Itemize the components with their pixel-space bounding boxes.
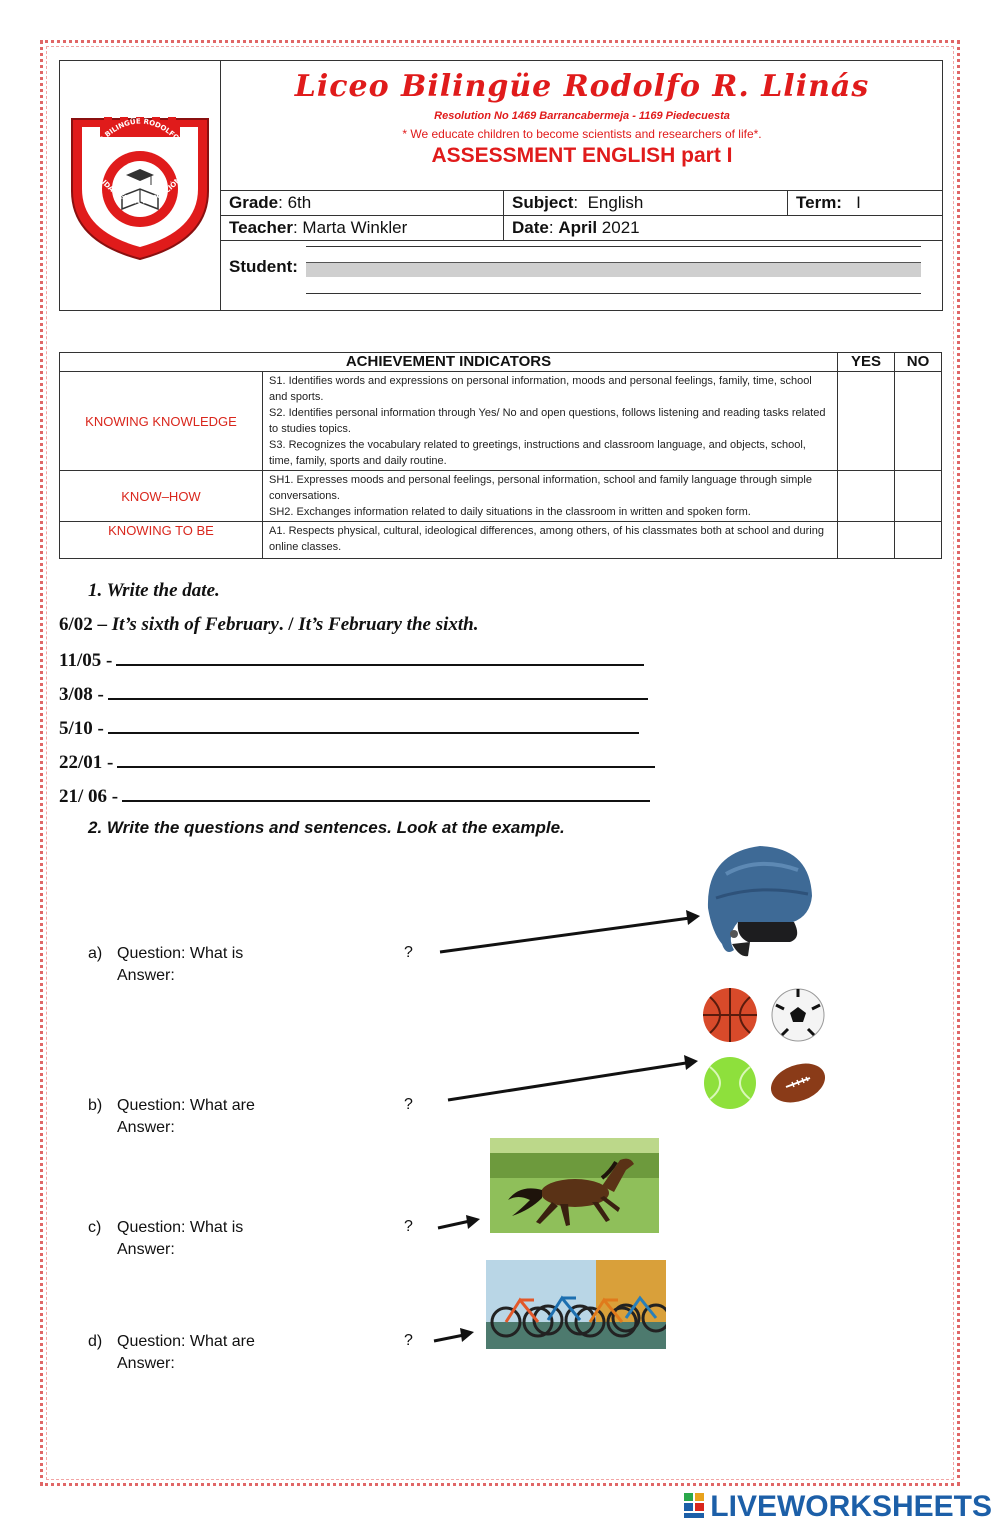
school-name: Liceo Bilingüe Rodolfo R. Llinás — [294, 69, 870, 104]
date-month: April — [558, 218, 598, 237]
date-label: 21/ 06 - — [59, 786, 119, 807]
date-line — [59, 784, 650, 808]
grade-cell: Grade: 6th — [221, 191, 504, 216]
info-row-grade — [221, 190, 943, 216]
yes-checkbox-cell[interactable] — [838, 471, 895, 522]
logo-text-top: LICEO BILINGÜE RODOLFO R. LL — [85, 117, 196, 159]
arrow-icon — [438, 910, 708, 960]
date-answer-input[interactable] — [108, 716, 639, 734]
date-line — [59, 682, 648, 706]
date-year: 2021 — [601, 218, 640, 237]
student-row — [221, 240, 943, 311]
date-label: 3/08 - — [59, 684, 104, 705]
header-box — [59, 60, 943, 311]
school-crest-icon — [60, 61, 220, 310]
date-label: 11/05 - — [59, 650, 113, 671]
indicator-description — [263, 471, 838, 522]
indicator-item: A1. Respects physical, cultural, ideological differences, among others, of his classmates both at school and during online classes. — [269, 525, 824, 553]
brand-text: LIVEWORKSHEETS — [710, 1490, 992, 1523]
indicator-row — [60, 372, 942, 471]
indicator-category: KNOWING KNOWLEDGE — [60, 372, 263, 471]
teacher-cell: Teacher: Marta Winkler — [221, 216, 504, 241]
subject-label: Subject — [512, 193, 574, 212]
indicator-row — [60, 522, 942, 559]
grade-label: Grade — [229, 193, 279, 212]
question-mark: ? — [404, 1218, 413, 1235]
question-mark: ? — [404, 944, 413, 961]
section1-title: 1. Write the date. — [88, 580, 220, 601]
date-answer-input[interactable] — [122, 784, 650, 802]
student-label: Student: — [229, 257, 298, 276]
indicator-row — [60, 471, 942, 522]
indicators-table — [59, 352, 942, 559]
logo-text-bottom: CALIDAD EN LA EDUCACIÓN — [90, 167, 183, 206]
bicycles-image — [486, 1260, 666, 1349]
question-text: Question: What is — [117, 1219, 244, 1236]
subject-value: English — [587, 193, 644, 212]
no-checkbox-cell[interactable] — [895, 372, 942, 471]
question-mark: ? — [404, 1332, 413, 1349]
horse-image — [490, 1138, 659, 1233]
yes-checkbox-cell[interactable] — [838, 372, 895, 471]
yes-checkbox-cell[interactable] — [838, 522, 895, 559]
question-item — [88, 943, 243, 987]
term-label: Term: — [796, 193, 842, 212]
indicators-header-row — [60, 353, 942, 372]
date-answer-input[interactable] — [116, 648, 644, 666]
answer-text: Answer: — [117, 1119, 175, 1136]
title-area — [221, 61, 943, 190]
student-name-input[interactable] — [306, 262, 921, 277]
example-date: 6/02 – — [59, 614, 112, 635]
item-letter: a) — [88, 945, 103, 962]
date-label: 5/10 - — [59, 718, 104, 739]
date-cell: Date: April 2021 — [512, 218, 640, 237]
date-line — [59, 750, 655, 774]
student-label-text: Student — [229, 257, 293, 276]
yes-header: YES — [838, 353, 895, 372]
date-line — [59, 648, 644, 672]
answer-text: Answer: — [117, 967, 175, 984]
arrow-icon — [436, 1215, 486, 1235]
indicator-item: SH2. Exchanges information related to daily situations in the classroom in written and spoken form. — [269, 506, 751, 518]
date-label: 22/01 - — [59, 752, 114, 773]
indicator-item: S3. Recognizes the vocabulary related to greetings, instructions and classroom language, and objects, school, time, family, sports and daily routine. — [269, 439, 806, 467]
no-checkbox-cell[interactable] — [895, 522, 942, 559]
student-line-top — [306, 246, 921, 247]
date-line — [59, 716, 639, 740]
question-item — [88, 1095, 255, 1139]
assessment-title: ASSESSMENT ENGLISH part I — [431, 144, 733, 167]
no-header: NO — [895, 353, 942, 372]
date-answer-input[interactable] — [108, 682, 648, 700]
question-text: Question: What are — [117, 1333, 255, 1350]
info-row-teacher — [221, 215, 943, 241]
arrow-icon — [432, 1328, 482, 1348]
no-checkbox-cell[interactable] — [895, 471, 942, 522]
indicator-category: KNOW–HOW — [60, 471, 263, 522]
logo-cell — [60, 61, 221, 310]
helmet-icon — [698, 838, 818, 963]
liveworksheets-brand — [684, 1490, 992, 1524]
item-letter: c) — [88, 1219, 102, 1236]
indicator-category: KNOWING TO BE — [60, 522, 263, 559]
resolution-text: Resolution No 1469 Barrancabermeja - 1169 Piedecuesta — [434, 110, 730, 122]
item-letter: d) — [88, 1333, 103, 1350]
indicator-item: S2. Identifies personal information through Yes/ No and open questions, follows listening and reading tasks related to studies topics. — [269, 407, 826, 435]
question-item — [88, 1217, 243, 1261]
question-text: Question: What are — [117, 1097, 255, 1114]
indicator-description — [263, 372, 838, 471]
answer-text: Answer: — [117, 1241, 175, 1258]
indicator-description — [263, 522, 838, 559]
term-cell — [788, 191, 943, 216]
liveworksheets-logo-icon — [684, 1493, 706, 1519]
indicator-item: S1. Identifies words and expressions on personal information, moods and personal feelings, family, time, school and sports. — [269, 375, 812, 403]
question-text: Question: What is — [117, 945, 244, 962]
student-line-bottom — [306, 293, 921, 294]
example-answer-2: It’s February the sixth. — [298, 614, 479, 635]
grade-value: 6th — [287, 193, 312, 212]
question-mark: ? — [404, 1096, 413, 1113]
question-item — [88, 1331, 255, 1375]
example-separator: . / — [278, 614, 299, 635]
answer-text: Answer: — [117, 1355, 175, 1372]
teacher-label: Teacher — [229, 218, 293, 237]
section2-title: 2. Write the questions and sentences. Look at the example. — [88, 818, 565, 837]
example-answer: It’s sixth of February — [111, 614, 279, 635]
indicator-item: SH1. Expresses moods and personal feelings, personal information, school and family language through simple conversations. — [269, 474, 812, 502]
date-example — [59, 614, 478, 636]
arrow-icon — [446, 1055, 706, 1105]
date-label: Date — [512, 218, 549, 237]
item-letter: b) — [88, 1097, 103, 1114]
term-value: I — [856, 193, 861, 212]
motto-text: * We educate children to become scientists and researchers of life*. — [402, 127, 762, 141]
teacher-value: Marta Winkler — [302, 218, 408, 237]
date-answer-input[interactable] — [117, 750, 655, 768]
sports-balls-icon — [700, 985, 830, 1111]
indicators-header: ACHIEVEMENT INDICATORS — [60, 353, 838, 372]
subject-cell: Subject: English — [504, 191, 788, 216]
